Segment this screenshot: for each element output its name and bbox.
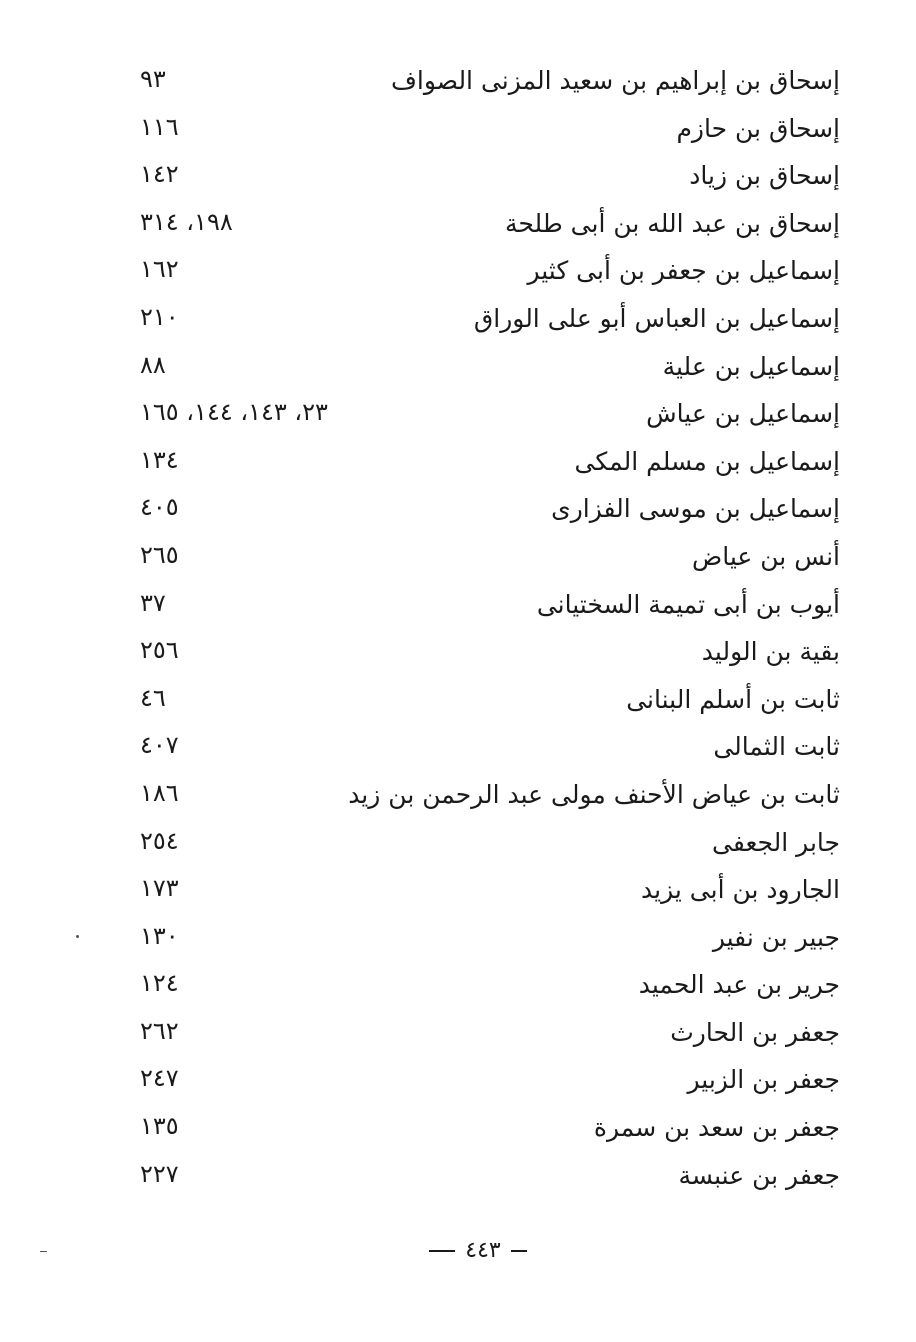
- entry-name: إسحاق بن زياد: [689, 161, 840, 191]
- footer-dash-right: [511, 1250, 527, 1252]
- entry-name: إسحاق بن حازم: [676, 113, 840, 143]
- index-entry: [120, 962, 840, 1010]
- entry-page-numbers: ٢٦٥: [140, 540, 179, 569]
- entry-page-numbers: ١٩٨، ٣١٤: [140, 207, 233, 236]
- entry-page-numbers: ٣٧: [140, 588, 166, 617]
- entry-name: أنس بن عياض: [692, 541, 840, 571]
- entry-page-numbers: ٤٠٧: [140, 731, 179, 760]
- index-entry: [120, 486, 840, 534]
- index-entry: [120, 106, 840, 154]
- entry-name: جعفر بن سعد بن سمرة: [593, 1113, 840, 1143]
- entry-name: بقية بن الوليد: [701, 637, 840, 667]
- index-entry: [120, 629, 840, 677]
- entry-page-numbers: ١٣٤: [140, 445, 179, 474]
- index-entry: [120, 1057, 840, 1105]
- entry-name: جعفر بن الزبير: [687, 1065, 840, 1095]
- entry-name: إسحاق بن إبراهيم بن سعيد المزنى الصواف: [390, 66, 840, 95]
- entry-name: جرير بن عبد الحميد: [638, 970, 840, 1000]
- entry-name: إسماعيل بن موسى الفزارى: [551, 494, 840, 524]
- entry-page-numbers: ١٣٥: [140, 1112, 179, 1141]
- index-entry: [120, 296, 840, 344]
- entry-page-numbers: ١١٦: [140, 112, 179, 141]
- index-entry: [120, 153, 840, 201]
- entry-page-numbers: ١٦٢: [140, 255, 179, 284]
- index-entry: [120, 1010, 840, 1058]
- page-number: ٤٤٣: [465, 1238, 501, 1263]
- entry-page-numbers: ٤٦: [140, 683, 166, 712]
- index-entry: [120, 772, 840, 820]
- entry-page-numbers: ٨٨: [140, 350, 166, 379]
- entry-page-numbers: ٢٤٧: [140, 1064, 179, 1093]
- index-entry: [120, 201, 840, 249]
- index-entry: [120, 1153, 840, 1201]
- entry-name: جعفر بن الحارث: [670, 1017, 840, 1047]
- index-entry: [120, 391, 840, 439]
- entry-name: إسماعيل بن عياش: [646, 399, 840, 429]
- entry-name: إسماعيل بن مسلم المكى: [574, 446, 840, 476]
- entry-page-numbers: ١٣٠: [140, 921, 179, 950]
- entry-page-numbers: ١٨٦: [140, 778, 179, 807]
- entry-name: ثابت الثمالى: [713, 732, 840, 762]
- entry-page-numbers: ٢٣، ١٤٣، ١٤٤، ١٦٥: [140, 398, 328, 427]
- entry-page-numbers: ٢١٠: [140, 302, 179, 331]
- entry-name: أيوب بن أبى تميمة السختيانى: [536, 589, 840, 619]
- entry-name: الجارود بن أبى يزيد: [641, 875, 840, 905]
- entry-name: جبير بن نفير: [712, 922, 840, 952]
- entry-page-numbers: ٢٢٧: [140, 1159, 179, 1188]
- index-entry: [120, 820, 840, 868]
- index-entry: [120, 724, 840, 772]
- index-entry: [120, 344, 840, 392]
- entry-page-numbers: ٤٠٥: [140, 493, 179, 522]
- entry-name: إسماعيل بن العباس أبو على الوراق: [473, 303, 840, 333]
- index-entry: [120, 582, 840, 630]
- entry-page-numbers: ١٧٣: [140, 874, 179, 903]
- index-entry: [120, 915, 840, 963]
- index-entry: [120, 867, 840, 915]
- index-entry: [120, 58, 840, 106]
- scan-speck: [40, 1251, 47, 1252]
- entry-page-numbers: ٢٦٢: [140, 1016, 179, 1045]
- index-entry: [120, 439, 840, 487]
- scan-speck: [76, 935, 79, 938]
- entry-name: جعفر بن عنبسة: [678, 1160, 840, 1190]
- entry-name: إسماعيل بن علية: [662, 351, 840, 381]
- entry-name: جابر الجعفى: [711, 827, 840, 857]
- index-entry: [120, 677, 840, 725]
- index-entry: [120, 534, 840, 582]
- page-footer: [0, 1238, 916, 1263]
- entry-name: ثابت بن أسلم البنانى: [626, 684, 840, 714]
- index-entry: [120, 1105, 840, 1153]
- index-entry: [120, 248, 840, 296]
- entry-page-numbers: ٢٥٤: [140, 826, 179, 855]
- entry-page-numbers: ١٢٤: [140, 969, 179, 998]
- entry-page-numbers: ٢٥٦: [140, 636, 179, 665]
- entry-page-numbers: ٩٣: [140, 65, 166, 93]
- entry-name: إسحاق بن عبد الله بن أبى طلحة: [505, 208, 840, 238]
- footer-dash-left: [429, 1250, 455, 1252]
- entry-name: ثابت بن عياض الأحنف مولى عبد الرحمن بن زيد: [348, 779, 840, 809]
- index-entries: [120, 58, 840, 1200]
- entry-name: إسماعيل بن جعفر بن أبى كثير: [527, 256, 840, 286]
- entry-page-numbers: ١٤٢: [140, 160, 179, 189]
